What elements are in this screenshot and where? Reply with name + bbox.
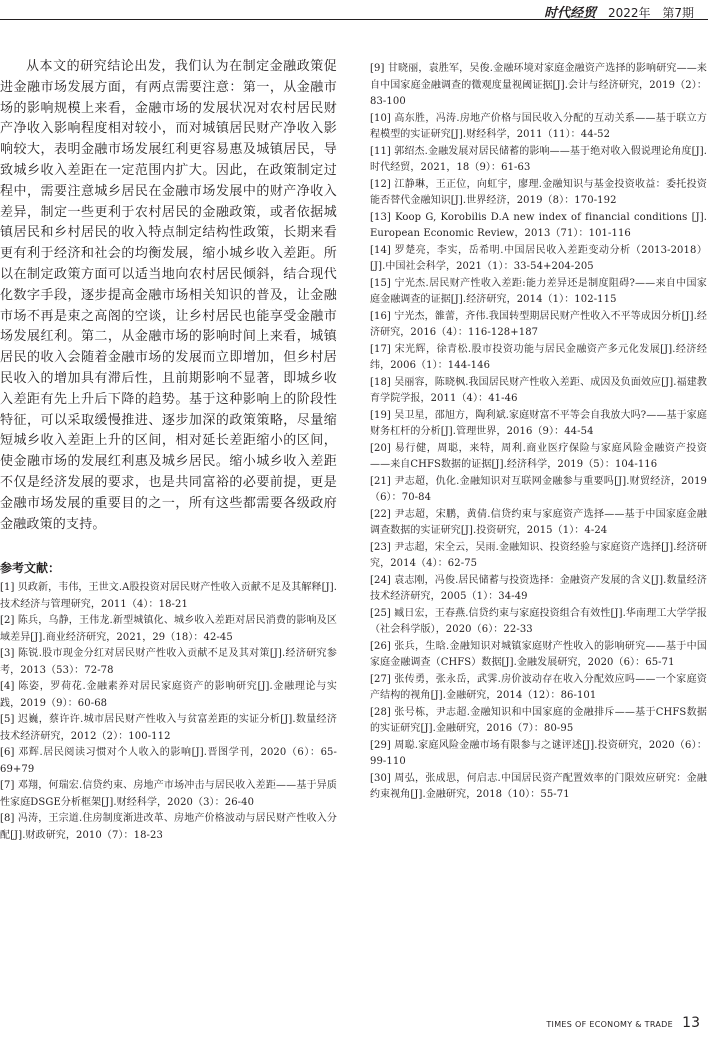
reference-item: [23] 尹志超，宋全云，吴雨.金融知识、投资经验与家庭资产选择[J].经济研究，2014（4）：62-75 — [370, 541, 707, 569]
issue-number: 第7期 — [662, 6, 694, 20]
reference-item: [29] 周聪.家庭风险金融市场有限参与之谜评述[J].投资研究，2020（6）：99-110 — [370, 739, 707, 767]
reference-item: [3] 陈锐.股市现金分红对居民财产性收入贡献不足及其对策[J].经济研究参考，2013（53）：72-78 — [0, 648, 337, 676]
reference-item: [7] 邓翔，何瑞宏.信贷约束、房地产市场冲击与居民收入差距——基于异质性家庭DSGE分析框架[J].财经科学，2020（3）：26-40 — [0, 780, 337, 808]
references-title: 参考文献： — [0, 561, 61, 576]
reference-item: [24] 袁志刚，冯俊.居民储蓄与投资选择：金融资产发展的含义[J].数量经济技术经济研究，2005（1）：34-49 — [370, 574, 707, 602]
reference-item: [16] 宁光杰，雒蕾，齐伟.我国转型期居民财产性收入不平等成因分析[J].经济研究，2016（4）：116-128+187 — [370, 310, 707, 338]
reference-item: [27] 张传勇，张永岳，武霁.房价波动存在收入分配效应吗——一个家庭资产结构的视角[J].金融研究，2014（12）：86-101 — [370, 673, 707, 701]
reference-item: [18] 吴丽容，陈晓枫.我国居民财产性收入差距、成因及负面效应[J].福建教育学院学报，2011（4）：41-46 — [370, 376, 707, 404]
reference-item: [19] 吴卫星，邵旭方，陶利斌.家庭财富不平等会自我放大吗?——基于家庭财务杠杆的分析[J].管理世界，2016（9）：44-54 — [370, 409, 707, 437]
reference-item: [14] 罗楚亮，李实，岳希明.中国居民收入差距变动分析（2013-2018）[J].中国社会科学，2021（1）：33-54+204-205 — [370, 244, 707, 272]
reference-item: [10] 高东胜，冯涛.房地产价格与国民收入分配的互动关系——基于联立方程模型的实证研究[J].财经科学，2011（11）：44-52 — [370, 112, 707, 140]
reference-item: [30] 周弘，张成思，何启志.中国居民资产配置效率的门限效应研究：金融约束视角[J].金融研究，2018（10）：55-71 — [370, 772, 707, 800]
page-header — [0, 0, 708, 22]
reference-item: [20] 易行健，周聪，来特，周利.商业医疗保险与家庭风险金融资产投资——来自CHFS数据的证据[J].经济科学，2019（5）：104-116 — [370, 442, 707, 470]
header-rule — [0, 19, 708, 20]
reference-item: [15] 宁光杰.居民财产性收入差距:能力差异还是制度阻碍?——来自中国家庭金融调查的证据[J].经济研究，2014（1）：102-115 — [370, 277, 707, 305]
reference-item: [9] 甘晓丽，袁胜军，吴俊.金融环境对家庭金融资产选择的影响研究——来自中国家庭金融调查的微观度量视阈证据[J].会计与经济研究，2019（2）：83-100 — [370, 63, 707, 107]
reference-item: [28] 张号栋，尹志超.金融知识和中国家庭的金融排斥——基于CHFS数据的实证研究[J].金融研究，2016（7）：80-95 — [370, 706, 707, 734]
references-list-left — [0, 580, 337, 844]
right-column — [370, 61, 707, 804]
page-footer — [546, 1015, 700, 1031]
reference-item: [1] 贝政新，韦伟，王世文.A股投资对居民财产性收入贡献不足及其解释[J].技术经济与管理研究，2011（4）：18-21 — [0, 582, 337, 610]
reference-item: [22] 尹志超，宋鹏，黄倩.信贷约束与家庭资产选择——基于中国家庭金融调查数据的实证研究[J].投资研究，2015（1）：4-24 — [370, 508, 707, 536]
reference-item: [6] 邓辉.居民阅读习惯对个人收入的影响[J].晋图学刊，2020（6）：65-69+79 — [0, 747, 337, 775]
reference-item: [26] 张兵，生晗.金融知识对城镇家庭财产性收入的影响研究——基于中国家庭金融调查（CHFS）数据[J].金融发展研究，2020（6）：65-71 — [370, 640, 707, 668]
reference-item: [8] 冯涛，王宗道.住房制度渐进改革、房地产价格波动与居民财产性收入分配[J].财政研究，2010（7）：18-23 — [0, 813, 337, 841]
journal-logo: 时代经贸 — [544, 6, 597, 21]
reference-item: [11] 郭绍杰.金融发展对居民储蓄的影响——基于绝对收入假说理论角度[J].时代经贸，2021，18（9）：61-63 — [370, 145, 707, 173]
reference-item: [2] 陈兵，乌静，王伟龙.新型城镇化、城乡收入差距对居民消费的影响及区域差异[J].商业经济研究，2021，29（18）：42-45 — [0, 615, 337, 643]
reference-item: [17] 宋光辉，徐青松.股市投资功能与居民金融资产多元化发展[J].经济经纬，2006（1）：144-146 — [370, 343, 707, 371]
reference-item: [12] 江静琳，王正位，向虹宇，廖理.金融知识与基金投资收益：委托投资能否替代金融知识[J].世界经济，2019（8）：170-192 — [370, 178, 707, 206]
reference-item: [4] 陈姿，罗荷花.金融素养对居民家庭资产的影响研究[J].金融理论与实践，2019（9）：60-68 — [0, 681, 337, 709]
reference-item: [5] 迟巍，蔡许许.城市居民财产性收入与贫富差距的实证分析[J].数量经济技术经济研究，2012（2）：100-112 — [0, 714, 337, 742]
page-number: 13 — [682, 1015, 700, 1031]
issue-year: 2022年 — [607, 6, 651, 20]
left-column — [0, 57, 337, 844]
reference-item: [25] 臧日宏，王春燕.信贷约束与家庭投资组合有效性[J].华南理工大学学报（社会科学版），2020（6）：22-33 — [370, 607, 707, 635]
reference-item: [13] Koop G, Korobilis D.A new index of financial conditions [J]. European Economic Review，2013（71）：101-116 — [370, 211, 707, 239]
journal-name-en: TIMES OF ECONOMY & TRADE — [546, 1020, 673, 1029]
reference-item: [21] 尹志超，仇化.金融知识对互联网金融参与重要吗[J].财贸经济，2019（6）：70-84 — [370, 475, 707, 503]
references-list-right — [370, 61, 707, 804]
body-paragraph: 从本文的研究结论出发，我们认为在制定金融政策促进金融市场发展方面，有两点需要注意：第一，从金融市场的影响规模上来看，金融市场的发展状况对农村居民财产净收入影响程度相对较小，而对城镇居民财产净收入影响较大，表明金融市场发展红利更容易惠及城镇居民，导致城乡收入差距在一定范围内扩大。因此，在政策制定过程中，需要注意城乡居民在金融市场发展中的财产净收入差异，制定一些更利于农村居民的金融政策，或者依据城镇居民和乡村居民的收入特点制定结构性政策，长期来看更有利于经济和社会的均衡发展，缩小城乡收入差距。所以在制定政策方面可以适当地向农村居民倾斜，结合现代化数字手段，逐步提高金融市场相关知识的普及，让金融市场不再是束之高阁的空谈，让乡村居民也能享受金融市场发展红利。第二，从金融市场的影响时间上来看，城镇居民的收入会随着金融市场的发展而立即增加，但乡村居民收入的增加具有滞后性，且前期影响不显著，即城乡收入差距有先上升后下降的趋势。基于这种影响上的阶段性特征，可以采取缓慢推进、逐步加深的政策策略，尽量缩短城乡收入差距上升的区间，相对延长差距缩小的区间，使金融市场的发展红利惠及城乡居民。缩小城乡收入差距不仅是经济发展的要求，也是共同富裕的必要前提，更是金融市场发展的重要目的之一，所有这些都需要各级政府金融政策的支持。 — [0, 59, 337, 532]
